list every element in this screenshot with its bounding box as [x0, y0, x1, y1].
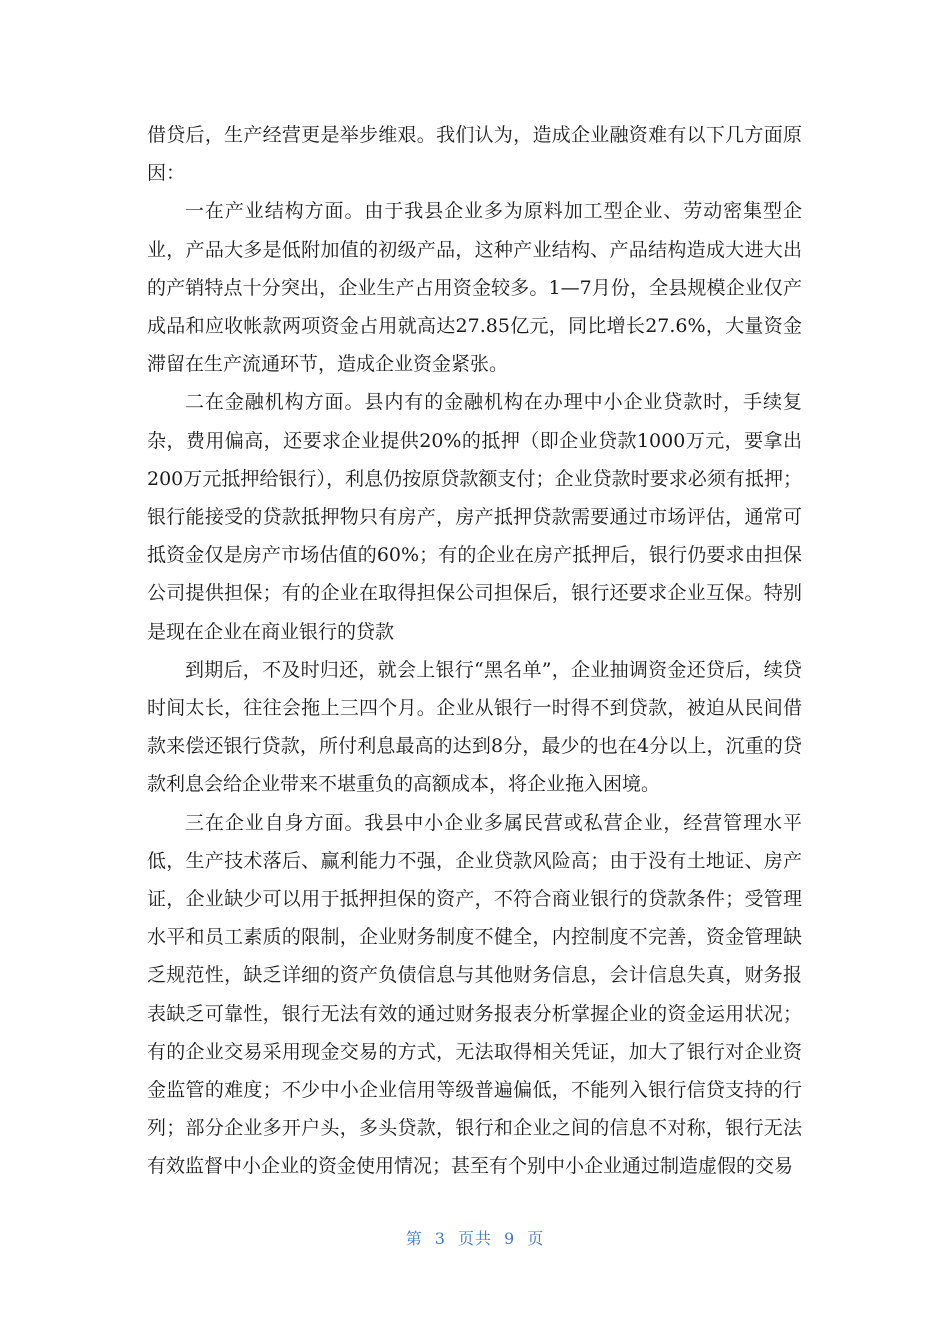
- document-body: [147, 116, 802, 1186]
- paragraph-loan-renewal: 到期后，不及时归还，就会上银行“黑名单”，企业抽调资金还贷后，续贷时间太长，往往会拖上三四个月。企业从银行一时得不到贷款，被迫从民间借款来偿还银行贷款，所付利息最高的达到8分，最少的也在4分以上，沉重的贷款利息会给企业带来不堪重负的高额成本，将企业拖入困境。: [147, 658, 802, 796]
- footer-prefix: 第: [405, 1229, 423, 1248]
- paragraph-intro: 借贷后，生产经营更是举步维艰。我们认为，造成企业融资难有以下几方面原因：: [147, 124, 802, 185]
- footer-middle: 页共: [457, 1229, 492, 1248]
- paragraph-industry-structure: 一在产业结构方面。由于我县企业多为原料加工型企业、劳动密集型企业，产品大多是低附加值的初级产品，这种产业结构、产品结构造成大进大出的产销特点十分突出，企业生产占用资金较多。1—7月份，全县规模企业仅产成品和应收帐款两项资金占用就高达27.85亿元，同比增长27.6%，大量资金滞留在生产流通环节，造成企业资金紧张。: [147, 200, 802, 376]
- paragraph-enterprise-itself: 三在企业自身方面。我县中小企业多属民营或私营企业，经营管理水平低，生产技术落后、赢利能力不强，企业贷款风险高；由于没有土地证、房产证，企业缺少可以用于抵押担保的资产，不符合商业银行的贷款条件；受管理水平和员工素质的限制，企业财务制度不健全，内控制度不完善，资金管理缺乏规范性，缺乏详细的资产负债信息与其他财务信息，会计信息失真，财务报表缺乏可靠性，银行无法有效的通过财务报表分析掌握企业的资金运用状况；有的企业交易采用现金交易的方式，无法取得相关凭证，加大了银行对企业资金监管的难度；不少中小企业信用等级普遍偏低，不能列入银行信贷支持的行列；部分企业多开户头，多头贷款，银行和企业之间的信息不对称，银行无法有效监督中小企业的资金使用情况；甚至有个别中小企业通过制造虚假的交易: [147, 811, 802, 1178]
- footer-total-pages: 9: [504, 1229, 516, 1248]
- footer-current-page: 3: [434, 1229, 446, 1248]
- page-footer: [0, 1226, 950, 1249]
- paragraph-financial-institutions: 二在金融机构方面。县内有的金融机构在办理中小企业贷款时，手续复杂，费用偏高，还要求企业提供20%的抵押（即企业贷款1000万元，要拿出200万元抵押给银行），利息仍按原贷款额支付；企业贷款时要求必须有抵押；银行能接受的贷款抵押物只有房产，房产抵押贷款需要通过市场评估，通常可抵资金仅是房产市场估值的60%；有的企业在房产抵押后，银行仍要求由担保公司提供担保；有的企业在取得担保公司担保后，银行还要求企业互保。特别是现在企业在商业银行的贷款: [147, 391, 802, 643]
- footer-suffix: 页: [527, 1229, 545, 1248]
